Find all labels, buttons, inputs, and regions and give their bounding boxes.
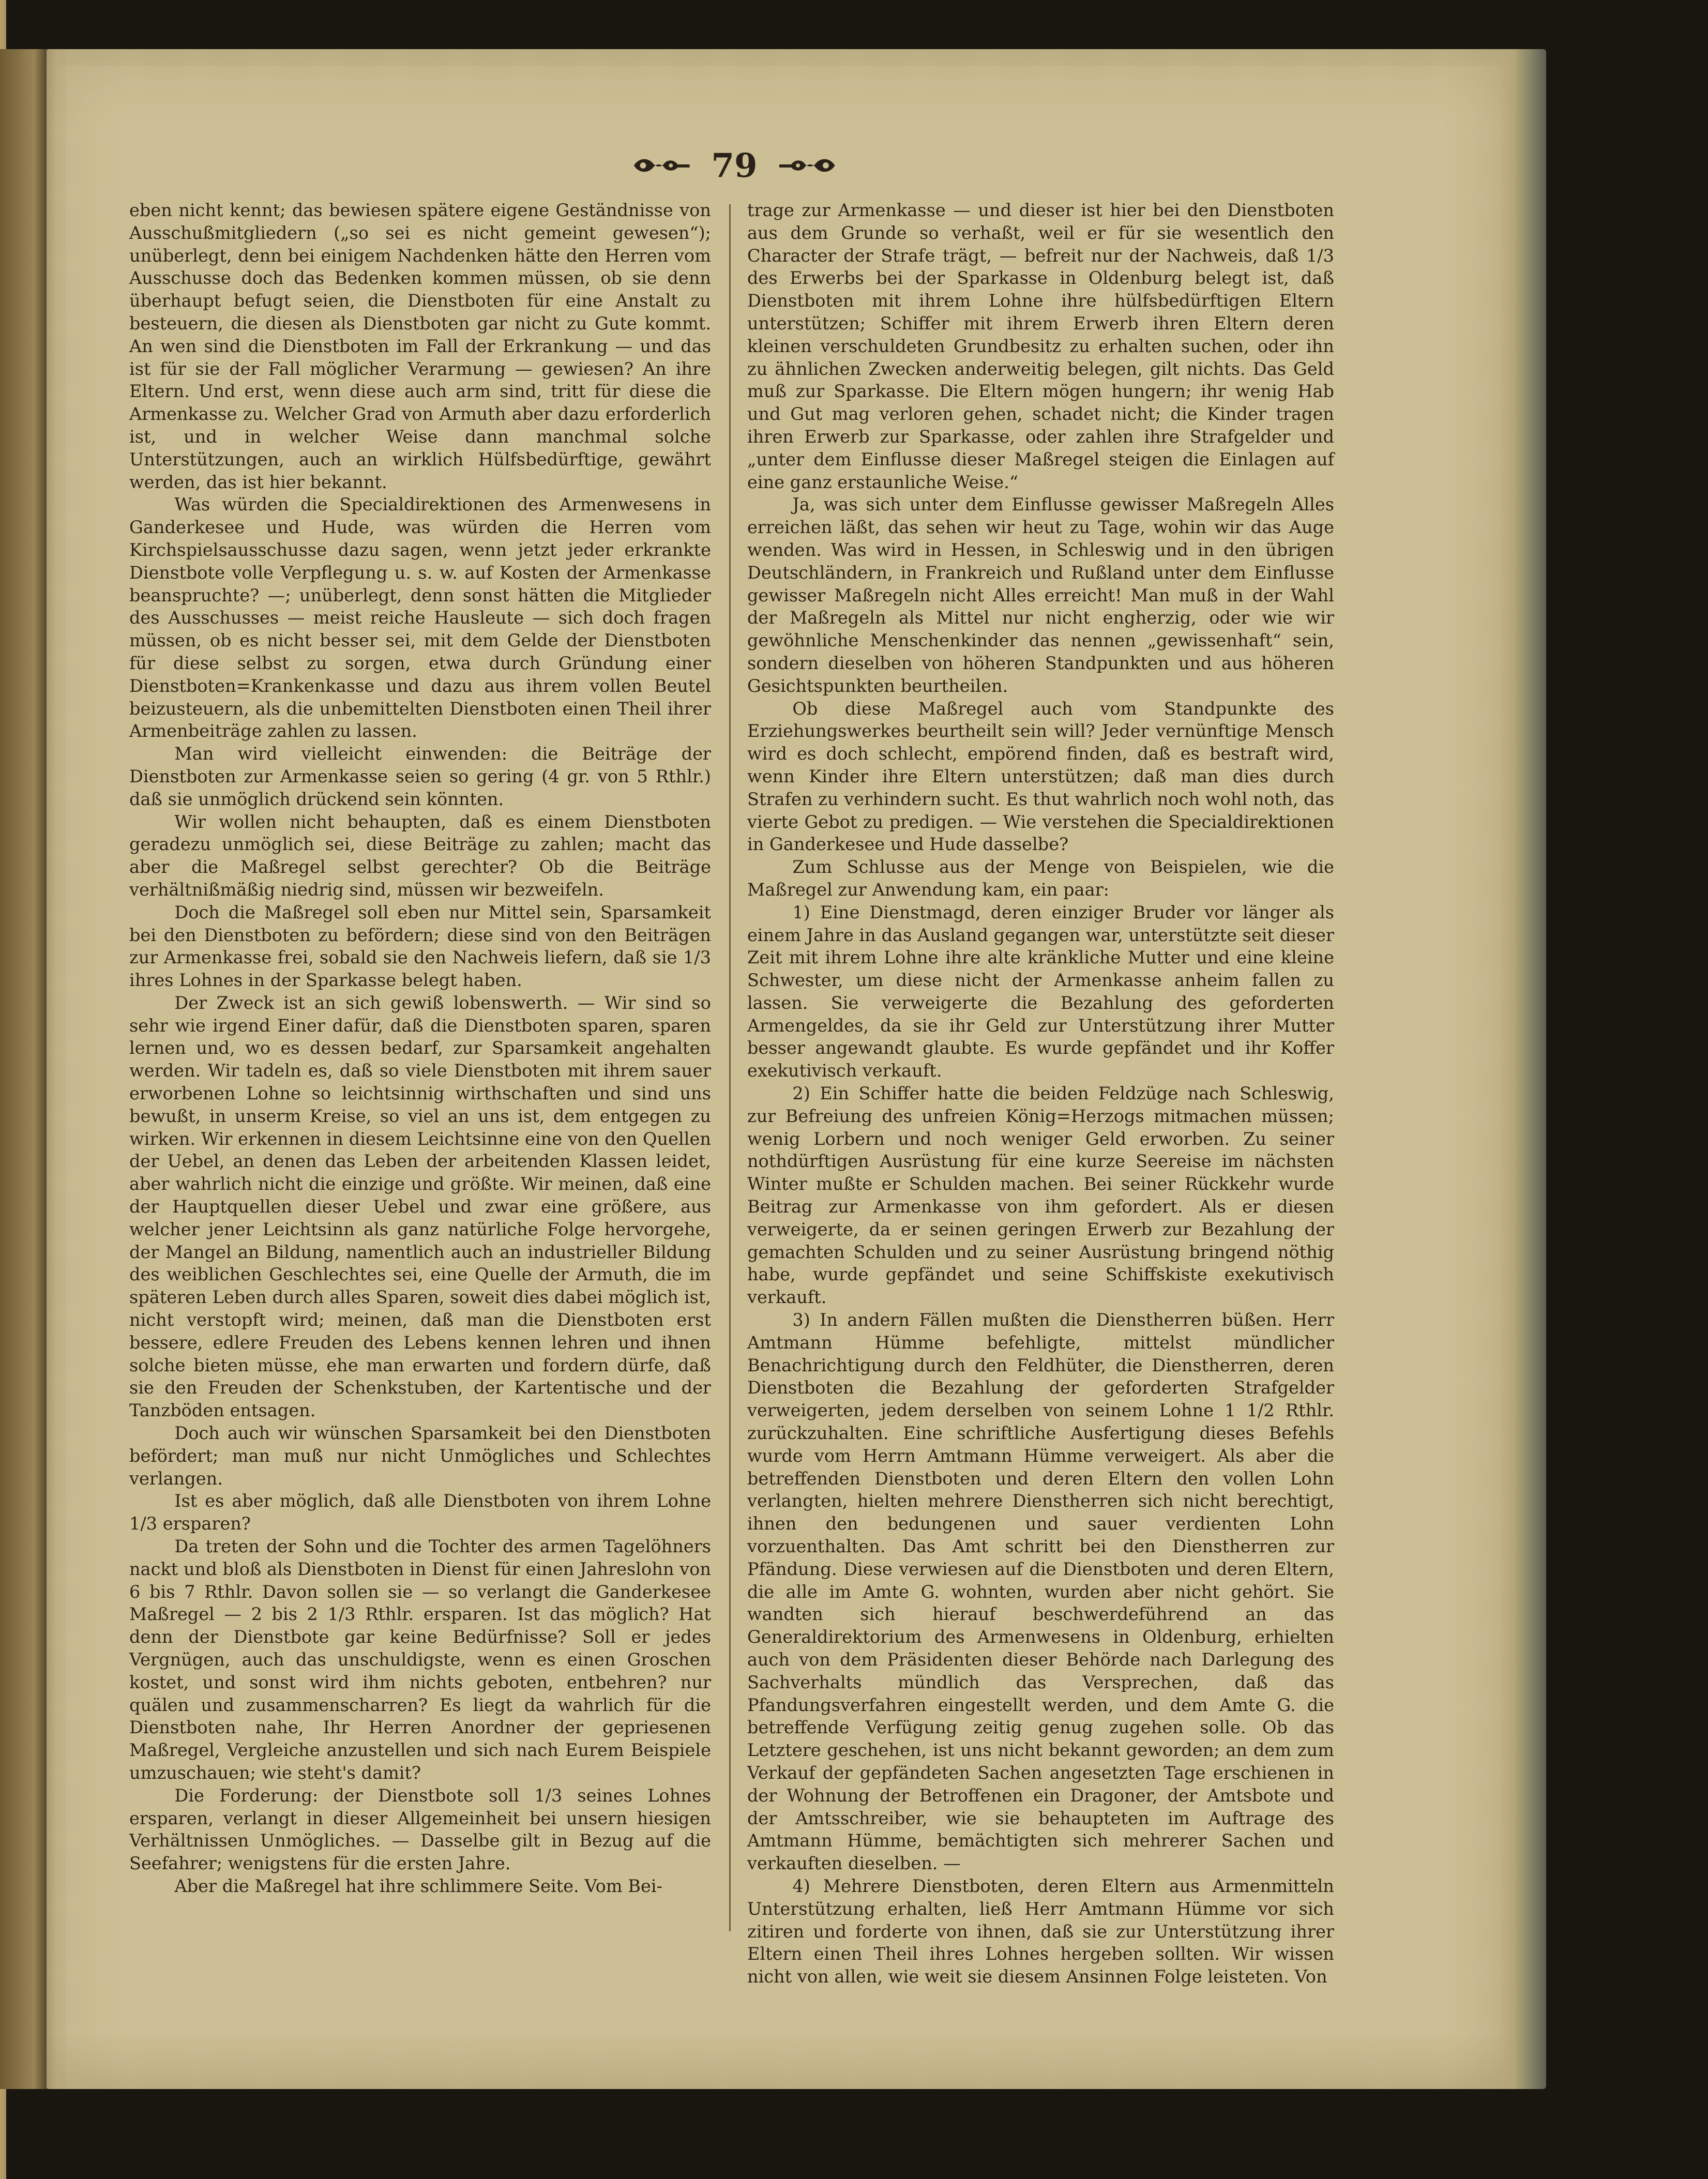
paragraph: Die Forderung: der Dienstbote soll 1/3 seines Lohnes ersparen, verlangt in dieser Allgemeinheit bei unsern hiesigen Verhältnissen Unmögliches. — Dasselbe gilt in Bezug auf die Seefahrer; wenigstens für die ersten Jahre. xyxy=(129,1785,711,1874)
paragraph: 4) Mehrere Dienstboten, deren Eltern aus Armenmitteln Unterstützung erhalten, ließ Herr Amtmann Hümme vor sich zitiren und forderte von ihnen, daß sie zur Unterstützung ihrer Eltern einen Theil ihres Lohnes hergeben sollten. Wir wissen nicht von allen, wie weit sie diesem Ansinnen Folge leisteten. Von xyxy=(747,1875,1334,1987)
paragraph: Da treten der Sohn und die Tochter des armen Tagelöhners nackt und bloß als Dienstboten in Dienst für einen Jahreslohn von 6 bis 7 Rthlr. Davon sollen sie — so verlangt die Ganderkesee Maßregel — 2 bis 2 1/3 Rthlr. ersparen. Ist das möglich? Hat denn der Dienstbote gar keine Bedürfnisse? Soll er jedes Vergnügen, auch das unschuldigste, wenn es einen Groschen kostet, und sonst wird ihm nichts geboten, entbehren? nur quälen und zusammenscharren? Es liegt da wahrlich für die Dienstboten nahe, Ihr Herren Anordner der gepriesenen Maßregel, Vergleiche anzustellen und sich nach Eurem Beispiele umzuschauen; wie steht's damit? xyxy=(129,1536,711,1783)
paragraph: Aber die Maßregel hat ihre schlimmere Seite. Vom Bei- xyxy=(174,1875,662,1896)
left-ornament-icon xyxy=(631,154,691,177)
paragraph: Ist es aber möglich, daß alle Dienstboten von ihrem Lohne 1/3 ersparen? xyxy=(129,1491,711,1534)
paragraph: Der Zweck ist an sich gewiß lobenswerth. — Wir sind so sehr wie irgend Einer dafür, daß die Dienstboten sparen, sparen lernen und, wo es dessen bedarf, zur Sparsamkeit angehalten werden. Wir tadeln es, daß so viele Dienstboten mit ihrem sauer erworbenen Lohne so leichtsinnig wirthschaften und sind uns bewußt, in unserm Kreise, so viel an uns ist, dem entgegen zu wirken. Wir erkennen in diesem Leichtsinne eine von den Quellen der Uebel, an denen das Leben der arbeitenden Klassen leidet, aber wahrlich nicht die einzige und größte. Wir meinen, daß eine der Hauptquellen dieser Uebel und zwar eine größere, aus welcher jener Leichtsinn als ganz natürliche Folge hervorgehe, der Mangel an Bildung, namentlich auch an industrieller Bildung des weiblichen Geschlechtes sei, eine Quelle der Armuth, die im späteren Leben durch alles Sparen, soweit dies dabei möglich ist, nicht verstopft wird; meinen, daß man die Dienstboten erst bessere, edlere Freuden des Lebens kennen lehren und ihnen solche bieten müsse, ehe man erwarten und fordern dürfe, daß sie den Freuden der Schenkstuben, der Kartentische und der Tanzböden entsagen. xyxy=(129,992,711,1421)
paragraph: Doch die Maßregel soll eben nur Mittel sein, Sparsamkeit bei den Dienstboten zu befördern; diese sind von den Beiträgen zur Armenkasse frei, sobald sie den Nachweis liefern, daß sie 1/3 ihres Lohnes in der Sparkasse belegt haben. xyxy=(129,902,711,991)
paragraph: Ja, was sich unter dem Einflusse gewisser Maßregeln Alles erreichen läßt, das sehen wir heut zu Tage, wohin wir das Auge wenden. Was wird in Hessen, in Schleswig und in den übrigen Deutschländern, in Frankreich und Rußland unter dem Einflusse gewisser Maßregeln nicht Alles erreicht! Man muß in der Wahl der Maßregeln als Mittel nur nicht engherzig, oder wie wir gewöhnliche Menschenkinder das nennen „gewissenhaft“ sein, sondern dieselben von höheren Standpunkten und aus höheren Gesichtspunkten beurtheilen. xyxy=(747,494,1334,696)
right-ornament-icon xyxy=(777,154,838,177)
paragraph: eben nicht kennt; das bewiesen spätere eigene Geständnisse von Ausschußmitgliedern („so sei es nicht gemeint gewesen“); unüberlegt, denn bei einigem Nachdenken hätte den Herren vom Ausschusse doch das Bedenken kommen müssen, ob sie denn überhaupt befugt seien, die Dienstboten für eine Anstalt zu besteuern, die diesen als Dienstboten gar nicht zu Gute kommt. An wen sind die Dienstboten im Fall der Erkrankung — und das ist für sie der Fall möglicher Verarmung — gewiesen? An ihre Eltern. Und erst, wenn diese auch arm sind, tritt für diese die Armenkasse zu. Welcher Grad von Armuth aber dazu erforderlich ist, und in welcher Weise dann manchmal solche Unterstützungen, auch an wirklich Hülfsbedürftige, gewährt werden, das ist hier bekannt. xyxy=(129,200,711,492)
paragraph: 1) Eine Dienstmagd, deren einziger Bruder vor länger als einem Jahre in das Ausland gegangen war, unterstützte seit dieser Zeit mit ihrem Lohne ihre alte kränkliche Mutter und eine kleine Schwester, um diese nicht der Armenkasse anheim fallen zu lassen. Sie verweigerte die Bezahlung des geforderten Armengeldes, da sie ihr Geld zur Unterstützung ihrer Mutter besser angewandt glaubte. Es wurde gepfändet und ihr Koffer exekutivisch verkauft. xyxy=(747,902,1334,1081)
paragraph: Man wird vielleicht einwenden: die Beiträge der Dienstboten zur Armenkasse seien so gering (4 gr. von 5 Rthlr.) daß sie unmöglich drückend sein könnten. xyxy=(129,744,711,809)
page-header xyxy=(631,137,838,194)
paragraph: Doch auch wir wünschen Sparsamkeit bei den Dienstboten befördert; man muß nur nicht Unmögliches und Schlechtes verlangen. xyxy=(129,1423,711,1489)
right-column xyxy=(747,199,1334,1988)
paragraph: 2) Ein Schiffer hatte die beiden Feldzüge nach Schleswig, zur Befreiung des unfreien König=Herzogs mitmachen müssen; wenig Lorbern und noch weniger Geld erworben. Zu seiner nothdürftigen Ausrüstung für eine kurze Seereise im nächsten Winter mußte er Schulden machen. Bei seiner Rückkehr wurde Beitrag zur Armenkasse von ihm gefordert. Als er diesen verweigerte, da er seinen geringen Erwerb zur Bezahlung der gemachten Schulden und zu seiner Ausrüstung bringend nöthig habe, wurde gepfändet und seine Schiffskiste exekutivisch verkauft. xyxy=(747,1083,1334,1308)
column-divider xyxy=(729,204,731,1931)
paragraph: 3) In andern Fällen mußten die Dienstherren büßen. Herr Amtmann Hümme befehligte, mittelst mündlicher Benachrichtigung durch den Feldhüter, die Dienstherren, deren Dienstboten die Bezahlung der geforderten Strafgelder verweigerten, jedem derselben von seinem Lohne 1 1/2 Rthlr. zurückzuhalten. Eine schriftliche Ausfertigung dieses Befehls wurde vom Herrn Amtmann Hümme verweigert. Als aber die betreffenden Dienstboten und deren Eltern den vollen Lohn verlangten, hielten mehrere Dienstherren sich nicht berechtigt, ihnen den bedungenen und sauer verdienten Lohn vorzuenthalten. Das Amt schritt bei den Dienstherren zur Pfändung. Diese verwiesen auf die Dienstboten und deren Eltern, die alle im Amte G. wohnten, wurden aber nicht gehört. Sie wandten sich hierauf beschwerdeführend an das Generaldirektorium des Armenwesens in Oldenburg, erhielten auch von dem Präsidenten dieser Behörde nach Darlegung des Sachverhalts mündlich das Versprechen, daß das Pfandungsverfahren eingestellt werden, und dem Amte G. die betreffende Verfügung zeitig genug zugehen solle. Ob das Letztere geschehen, ist uns nicht bekannt geworden; an dem zum Verkauf der gepfändeten Sachen angesetzten Tage erschienen in der Wohnung der Betroffenen ein Dragoner, der Amtsbote und der Amtsschreiber, wie sie behaupteten im Auftrage des Amtmann Hümme, bemächtigten sich mehrerer Sachen und verkauften dieselben. — xyxy=(747,1310,1334,1874)
paragraph: Ob diese Maßregel auch vom Standpunkte des Erziehungswerkes beurtheilt sein will? Jeder vernünftige Mensch wird es doch schlecht, empörend finden, daß es bestraft wird, wenn Kinder ihre Eltern unterstützen; daß man dies durch Strafen zu verhindern sucht. Es thut wahrlich noch wohl noth, das vierte Gebot zu predigen. — Wie verstehen die Specialdirektionen in Ganderkesee und Hude dasselbe? xyxy=(747,698,1334,855)
page-right-edge xyxy=(1500,49,1546,2089)
paragraph: Zum Schlusse aus der Menge von Beispielen, wie die Maßregel zur Anwendung kam, ein paar: xyxy=(747,857,1334,900)
page-left-shadow xyxy=(0,49,57,2089)
left-column xyxy=(129,199,711,1898)
paragraph: Was würden die Specialdirektionen des Armenwesens in Ganderkesee und Hude, was würden die Herren vom Kirchspielsausschusse dazu sagen, wenn jetzt jeder erkrankte Dienstbote volle Verpflegung u. s. w. auf Kosten der Armenkasse beanspruchte? —; unüberlegt, denn sonst hätten die Mitglieder des Ausschusses — meist reiche Hausleute — sich doch fragen müssen, ob es nicht besser sei, mit dem Gelde der Dienstboten für diese selbst zu sorgen, etwa durch Gründung einer Dienstboten=Krankenkasse und dazu aus ihrem vollen Beutel beizusteuern, als die unbemittelten Dienstboten einen Theil ihrer Armenbeiträge zahlen zu lassen. xyxy=(129,494,711,742)
paragraph: Wir wollen nicht behaupten, daß es einem Dienstboten geradezu unmöglich sei, diese Beiträge zu zahlen; macht das aber die Maßregel selbst gerechter? Ob die Beiträge verhältnißmäßig niedrig sind, müssen wir bezweifeln. xyxy=(129,811,711,900)
paragraph: trage zur Armenkasse — und dieser ist hier bei den Dienstboten aus dem Grunde so verhaßt, weil er für sie wesentlich den Character der Strafe trägt, — befreit nur der Nachweis, daß 1/3 des Erwerbs bei der Sparkasse in Oldenburg belegt ist, daß Dienstboten mit ihrem Lohne ihre hülfsbedürftigen Eltern unterstützen; Schiffer mit ihrem Erwerb ihren Eltern deren kleinen verschuldeten Grundbesitz zu erhalten suchen, oder ihn zu ähnlichen Zwecken anderweitig belegen, gilt nichts. Das Geld muß zur Sparkasse. Die Eltern mögen hungern; ihr wenig Hab und Gut mag verloren gehen, schadet nicht; die Kinder tragen ihren Erwerb zur Sparkasse, oder zahlen ihre Strafgelder und „unter dem Einflusse dieser Maßregel steigen die Einlagen auf eine ganz erstaunliche Weise.“ xyxy=(747,200,1334,492)
page-number: 79 xyxy=(711,146,758,185)
